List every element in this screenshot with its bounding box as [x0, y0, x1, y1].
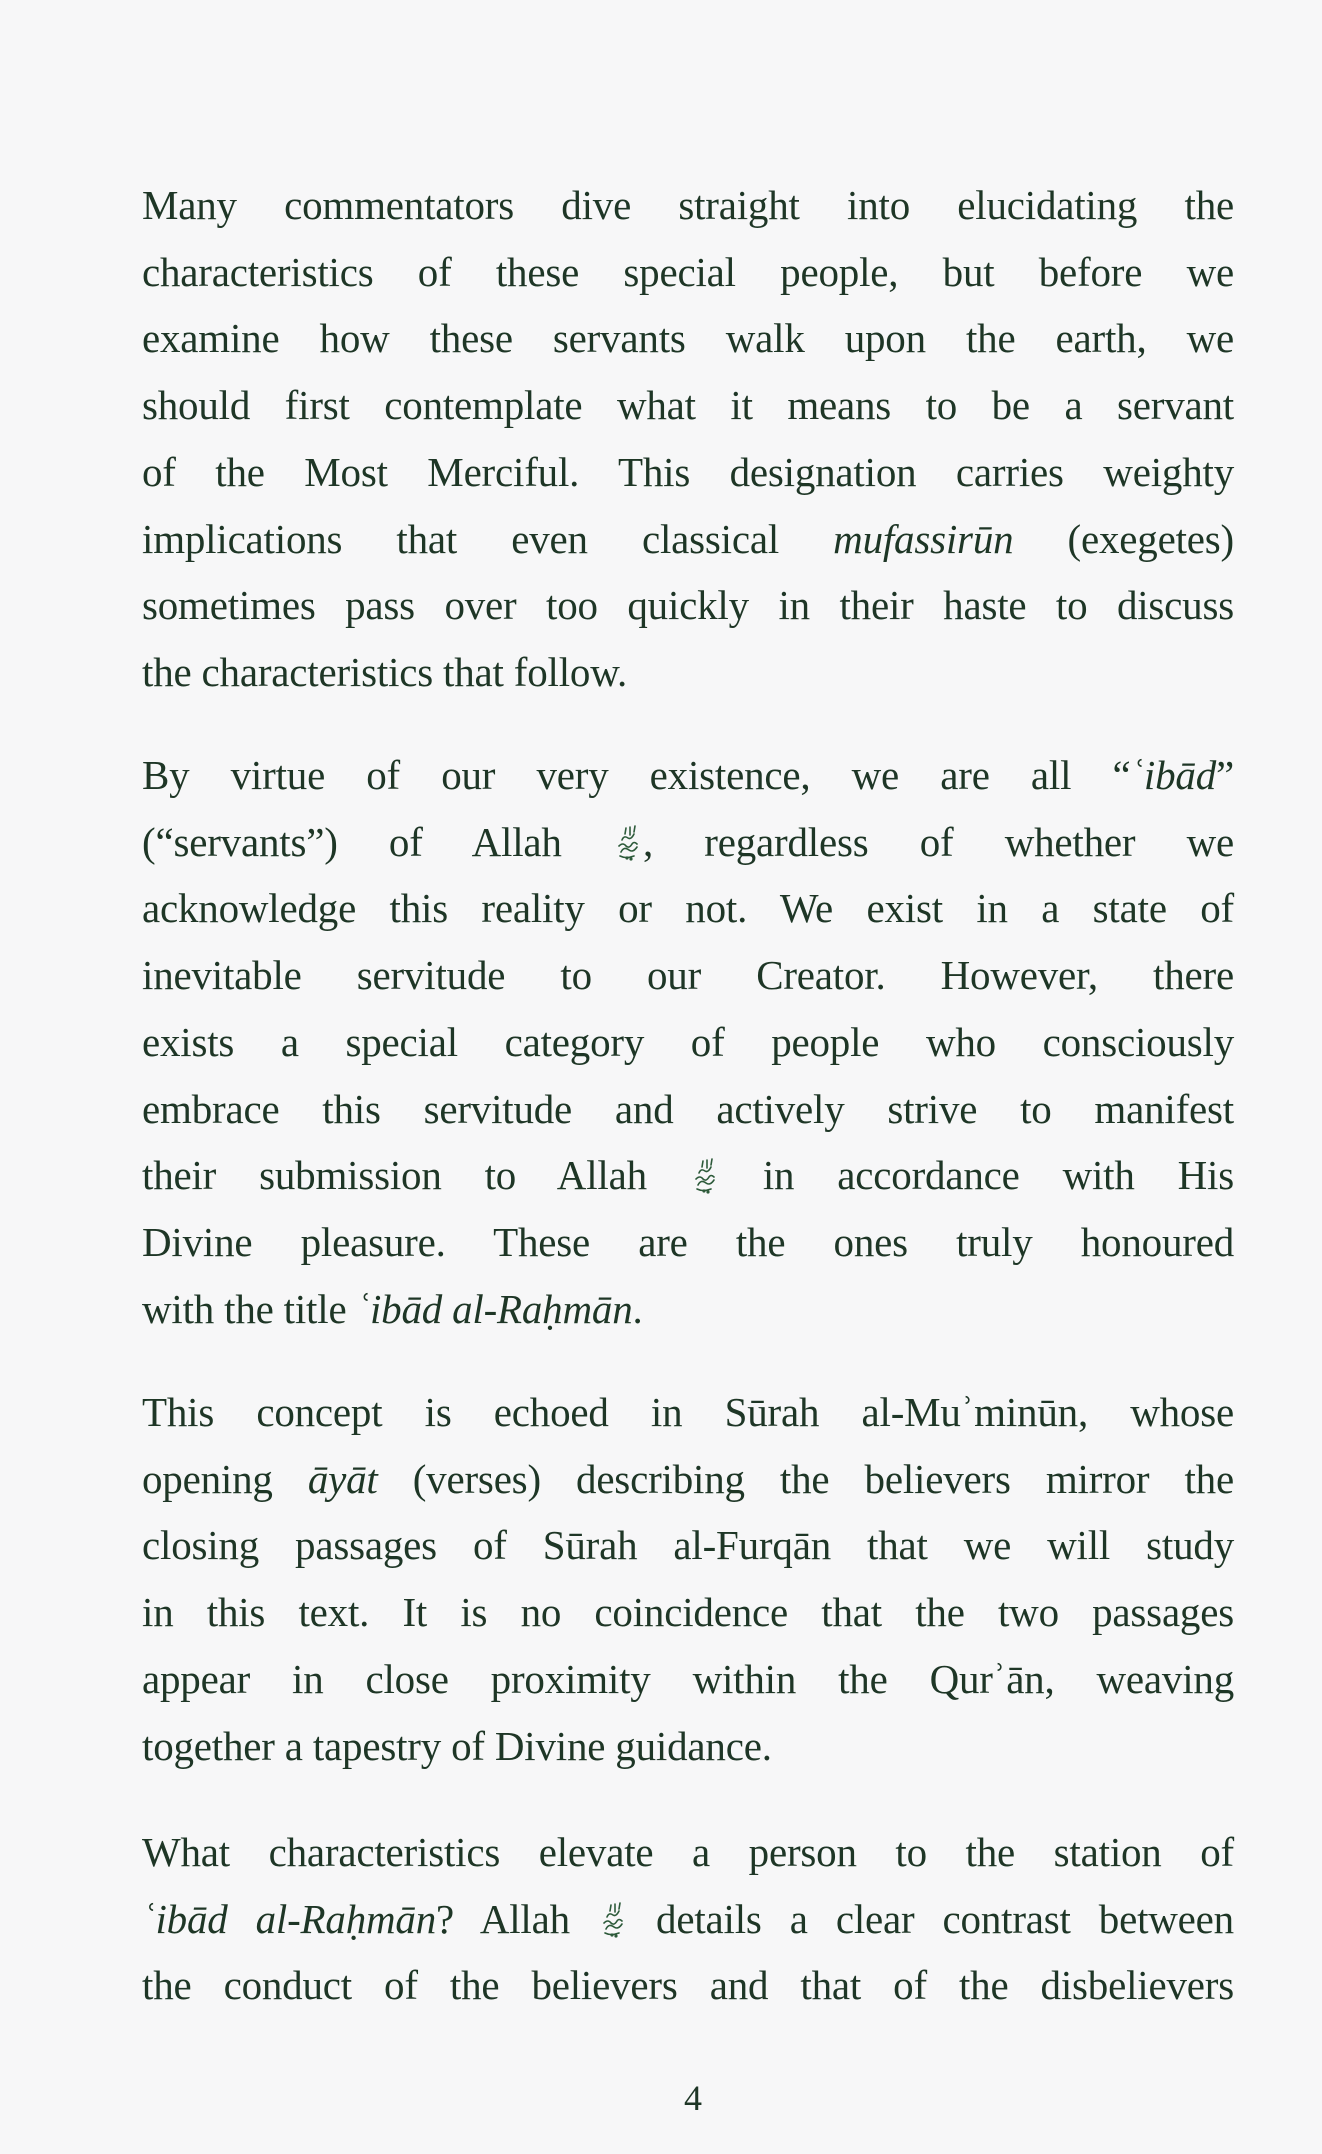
- text-run: This concept is echoed in Sūrah al-Muʾminūn, whose: [142, 1389, 1234, 1435]
- text-run: the characteristics that follow.: [142, 648, 628, 695]
- text-line: [142, 742, 1234, 809]
- text-run: characteristics of these special people, but before we: [142, 248, 1234, 295]
- text-line: [142, 1009, 1234, 1076]
- italic-term: āyāt: [307, 1455, 378, 1502]
- text-run: details a clear contrast between: [627, 1895, 1234, 1942]
- text-line: [142, 1713, 1234, 1780]
- text-run: Divine pleasure. These are the ones truly honoured: [142, 1218, 1234, 1265]
- text-run: (verses) describing the believers mirror the: [377, 1455, 1234, 1502]
- text-run: ? Allah: [436, 1895, 598, 1942]
- text-line: [142, 639, 1234, 706]
- text-run: exists a special category of people who consciously: [142, 1018, 1234, 1065]
- text-run: closing passages of Sūrah al-Furqān that we will study: [142, 1522, 1234, 1569]
- page-number: 4: [684, 2078, 702, 2118]
- subhanahu-wa-taala-icon: [600, 1899, 626, 1939]
- text-run: embrace this servitude and actively strive to manifest: [142, 1085, 1234, 1132]
- text-line: [142, 1209, 1234, 1276]
- text-run: (exegetes): [1013, 515, 1234, 562]
- text-line: [142, 875, 1234, 942]
- text-line: [142, 506, 1234, 573]
- text-line: [142, 372, 1234, 439]
- text-run: ”: [1216, 752, 1234, 798]
- italic-term: ʿibād: [1130, 752, 1216, 798]
- text-run: their submission to Allah: [142, 1152, 690, 1199]
- subhanahu-wa-taala-icon: [692, 1155, 718, 1195]
- text-run: opening: [142, 1455, 308, 1502]
- text-run: .: [632, 1285, 643, 1332]
- text-line: [142, 1886, 1234, 1953]
- text-run: appear in close proximity within the Qurʾān, weaving: [142, 1655, 1234, 1702]
- italic-term: ʿibād al-Raḥmān: [142, 1895, 437, 1942]
- italic-term: mufassirūn: [833, 515, 1014, 562]
- text-run: of the Most Merciful. This designation carries weighty: [142, 448, 1234, 495]
- text-run: should first contemplate what it means to be a servant: [142, 382, 1234, 429]
- italic-term: ʿibād al-Raḥmān: [356, 1285, 633, 1332]
- text-line: [142, 572, 1234, 639]
- text-line: [142, 1952, 1234, 2019]
- text-line: [142, 172, 1234, 239]
- text-run: inevitable servitude to our Creator. However, there: [142, 952, 1234, 999]
- text-line: [142, 1142, 1234, 1209]
- text-line: [142, 1379, 1234, 1446]
- text-line: [142, 439, 1234, 506]
- text-line: [142, 1819, 1234, 1886]
- text-line: [142, 1446, 1234, 1513]
- text-run: What characteristics elevate a person to the station of: [142, 1829, 1234, 1875]
- text-line: [142, 239, 1234, 306]
- subhanahu-wa-taala-icon: [615, 822, 641, 862]
- text-line: [142, 809, 1234, 876]
- text-line: [142, 1579, 1234, 1646]
- text-line: [142, 1276, 1234, 1343]
- text-run: in this text. It is no coincidence that the two passages: [142, 1589, 1234, 1636]
- text-run: , regardless of whether we: [642, 818, 1234, 865]
- text-line: [142, 1076, 1234, 1143]
- text-run: implications that even classical: [142, 515, 834, 562]
- text-run: in accordance with His: [719, 1152, 1234, 1199]
- text-run: sometimes pass over too quickly in their haste to discuss: [142, 582, 1234, 629]
- text-run: examine how these servants walk upon the earth, we: [142, 315, 1234, 362]
- text-run: (“servants”) of Allah: [142, 818, 613, 865]
- text-run: the conduct of the believers and that of the disbelievers: [142, 1962, 1234, 2009]
- text-run: together a tapestry of Divine guidance.: [142, 1722, 772, 1769]
- text-line: [142, 1512, 1234, 1579]
- text-line: [142, 305, 1234, 372]
- text-line: [142, 1646, 1234, 1713]
- text-line: [142, 942, 1234, 1009]
- text-run: By virtue of our very existence, we are all “: [142, 752, 1131, 798]
- text-run: acknowledge this reality or not. We exist in a state of: [142, 885, 1234, 932]
- text-run: with the title: [142, 1285, 357, 1332]
- text-run: Many commentators dive straight into elucidating the: [142, 182, 1234, 228]
